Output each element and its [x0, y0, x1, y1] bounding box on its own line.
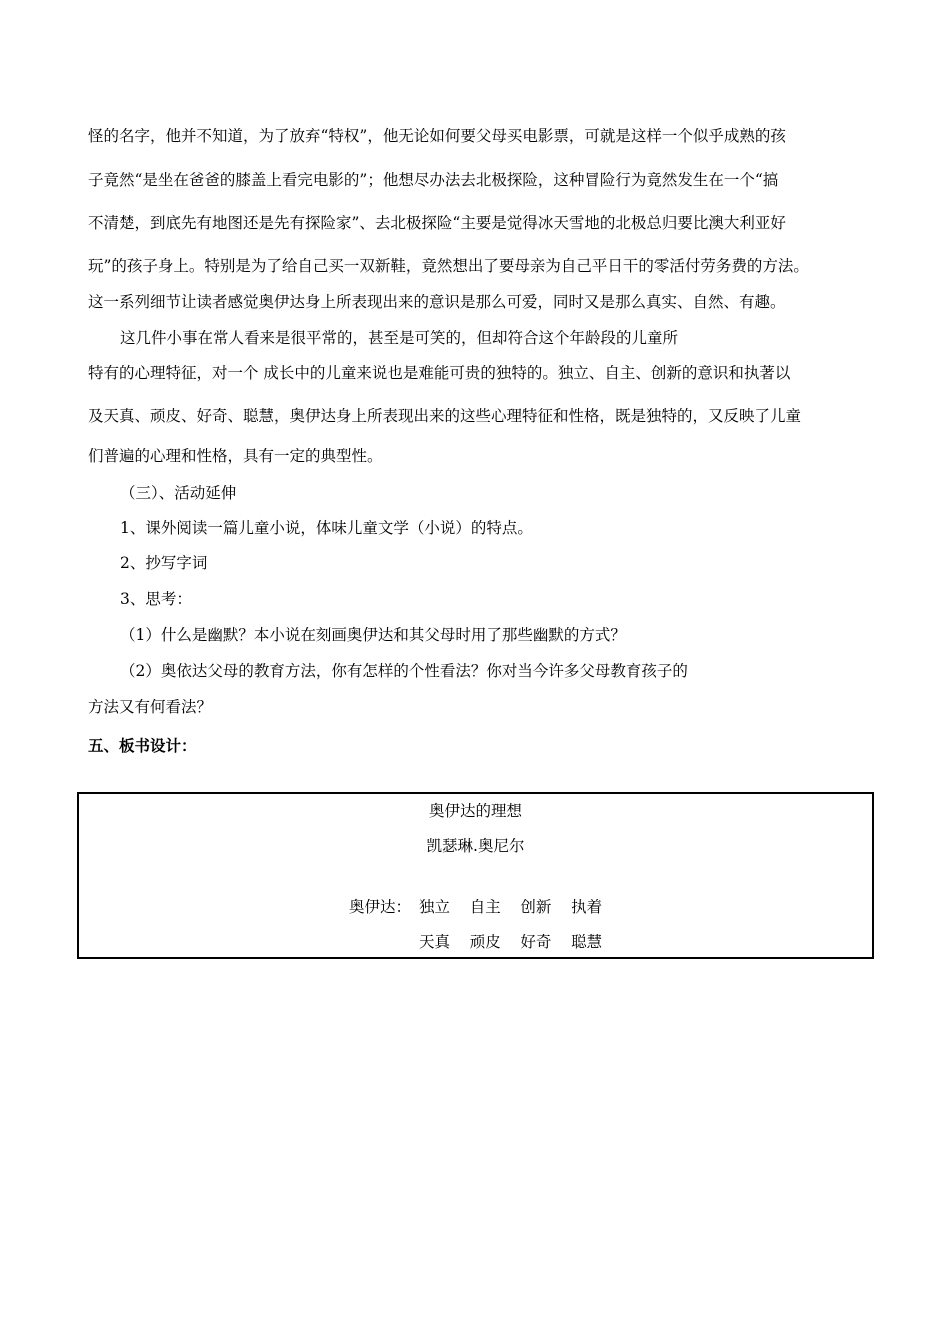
body-line-3: 不清楚，到底先有地图还是先有探险家”、去北极探险“主要是觉得冰天雪地的北极总归要比澳大利亚好: [88, 214, 786, 232]
board-traits-label: 奥伊达：: [349, 898, 412, 916]
question-2-continued: 方法又有何看法？: [88, 698, 213, 716]
body-line-8: 及天真、顽皮、好奇、聪慧，奥伊达身上所表现出来的这些心理特征和性格，既是独特的，又反映了儿童: [88, 407, 802, 425]
body-line-9: 们普遍的心理和性格，具有一定的典型性。: [88, 447, 383, 465]
board-traits-row-2: 天真 顽皮 好奇 聪慧: [419, 933, 603, 951]
body-line-2: 子竟然“是坐在爸爸的膝盖上看完电影的”；他想尽办法去北极探险，这种冒险行为竟然发生在一个“搞: [88, 171, 779, 189]
section-heading: 五、板书设计：: [88, 736, 197, 755]
question-2: （2）奥依达父母的教育方法，你有怎样的个性看法？你对当今许多父母教育孩子的: [120, 662, 688, 680]
board-author: 凯瑟琳.奥尼尔: [426, 837, 525, 855]
blackboard-design-box: [77, 792, 874, 959]
activity-item-3: 3、思考：: [120, 590, 192, 608]
body-line-7: 特有的心理特征，对一个 成长中的儿童来说也是难能可贵的独特的。独立、自主、创新的意识和执著以: [88, 364, 791, 382]
question-1: （1）什么是幽默？本小说在刻画奥伊达和其父母时用了那些幽默的方式？: [120, 626, 626, 644]
body-line-5: 这一系列细节让读者感觉奥伊达身上所表现出来的意识是那么可爱，同时又是那么真实、自然、有趣。: [88, 293, 786, 311]
activity-item-1: 1、课外阅读一篇儿童小说，体味儿童文学（小说）的特点。: [120, 519, 533, 537]
body-line-6: 这几件小事在常人看来是很平常的，甚至是可笑的，但却符合这个年龄段的儿童所: [120, 329, 679, 347]
body-line-1: 怪的名字，他并不知道，为了放弃“特权”，他无论如何要父母买电影票，可就是这样一个似乎成熟的孩: [88, 127, 786, 145]
activity-item-2: 2、抄写字词: [120, 554, 208, 572]
activity-heading: （三）、活动延伸: [120, 484, 237, 502]
board-title: 奥伊达的理想: [428, 802, 522, 820]
board-traits-row-1: 独立 自主 创新 执着: [419, 898, 603, 916]
body-line-4: 玩”的孩子身上。特别是为了给自己买一双新鞋，竟然想出了要母亲为自己平日干的零活付劳务费的方法。: [88, 257, 809, 275]
